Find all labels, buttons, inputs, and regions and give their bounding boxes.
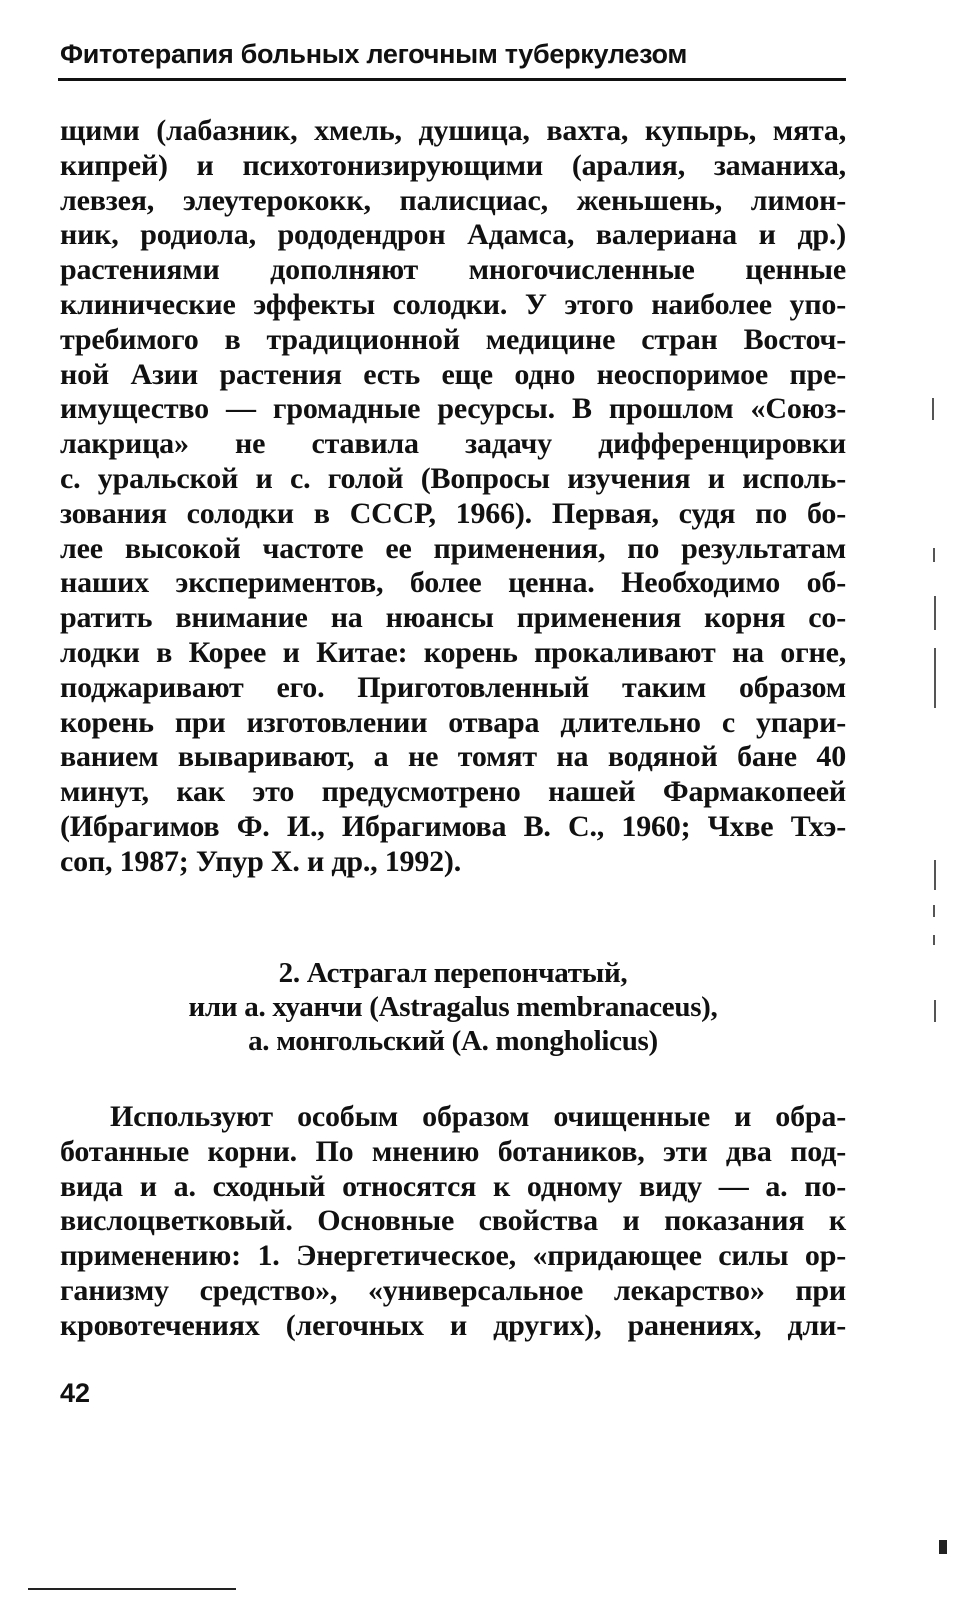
text-line: кровотечениях (легочных и других), ранениях, дли-: [60, 1308, 846, 1342]
section-heading-astragalus: [60, 956, 846, 1058]
header-rule: [58, 78, 846, 81]
text-line: ганизму средство», «универсальное лекарство» при: [60, 1273, 846, 1307]
scan-artifact-mark: [932, 398, 934, 420]
text-line: лодки в Корее и Китае: корень прокаливают на огне,: [60, 635, 846, 669]
text-line: растениями дополняют многочисленные ценные: [60, 253, 846, 287]
scan-artifact-mark: [934, 1000, 936, 1022]
text-line: вислоцветковый. Основные свойства и показания к: [60, 1204, 846, 1238]
text-line: (Ибрагимов Ф. И., Ибрагимова В. С., 1960; Чхве Тхэ-: [60, 809, 846, 843]
text-line: ботанные корни. По мнению ботаников, эти два под-: [60, 1134, 846, 1168]
heading-line: а. монгольский (A. mongholicus): [248, 1025, 658, 1057]
heading-line: или а. хуанчи (Astragalus membranaceus),: [188, 991, 718, 1023]
scan-artifact-mark: [933, 548, 935, 562]
text-line: имущество — громадные ресурсы. В прошлом «Союз-: [60, 392, 846, 426]
scan-artifact-mark: [933, 935, 935, 945]
paragraph-licorice-continued: [60, 114, 846, 880]
text-line: кипрей) и психотонизирующими (аралия, заманиха,: [60, 148, 846, 182]
scan-artifact-mark: [934, 596, 936, 630]
text-line: ратить внимание на нюансы применения корня со-: [60, 601, 846, 635]
text-line: поджаривают его. Приготовленный таким образом: [60, 670, 846, 704]
scan-artifact-mark: [934, 860, 936, 890]
scan-artifact-mark: [933, 905, 935, 917]
text-line: щими (лабазник, хмель, душица, вахта, купырь, мята,: [60, 114, 846, 147]
text-line: с. уральской и с. голой (Вопросы изучения и исполь-: [60, 461, 846, 495]
text-line: Используют особым образом очищенные и обра-: [110, 1100, 846, 1133]
scan-artifact-mark: [934, 648, 936, 708]
text-line: левзея, элеутерококк, палисциас, женьшень, лимон-: [60, 183, 846, 217]
bottom-edge-rule: [28, 1588, 236, 1590]
scan-artifact-mark: [939, 1540, 947, 1554]
paragraph-astragalus: [60, 1100, 846, 1344]
text-line: требимого в традиционной медицине стран Восточ-: [60, 322, 846, 356]
page-number: 42: [60, 1378, 91, 1408]
heading-line: 2. Астрагал перепончатый,: [278, 957, 628, 989]
text-line: лее высокой частоте ее применения, по результатам: [60, 531, 846, 565]
text-line: клинические эффекты солодки. У этого наиболее упо-: [60, 287, 846, 321]
text-line: минут, как это предусмотрено нашей Фармакопеей: [60, 775, 846, 809]
running-head: Фитотерапия больных легочным туберкулезом: [60, 39, 688, 69]
text-line: применению: 1. Энергетическое, «придающее силы ор-: [60, 1239, 846, 1273]
text-line: наших экспериментов, более ценна. Необходимо об-: [60, 566, 846, 600]
text-line: соп, 1987; Упур Х. и др., 1992).: [60, 844, 462, 878]
text-line: лакрица» не ставила задачу дифференцировки: [60, 427, 846, 461]
text-line: зования солодки в СССР, 1966). Первая, судя по бо-: [60, 496, 846, 530]
text-line: корень при изготовлении отвара длительно с упари-: [60, 705, 846, 739]
text-line: ванием вываривают, а не томят на водяной бане 40: [60, 740, 846, 774]
text-line: ник, родиола, рододендрон Адамса, валериана и др.): [60, 218, 846, 252]
text-line: вида и а. сходный относятся к одному виду — а. по-: [60, 1169, 846, 1203]
text-line: ной Азии растения есть еще одно неоспоримое пре-: [60, 357, 846, 391]
